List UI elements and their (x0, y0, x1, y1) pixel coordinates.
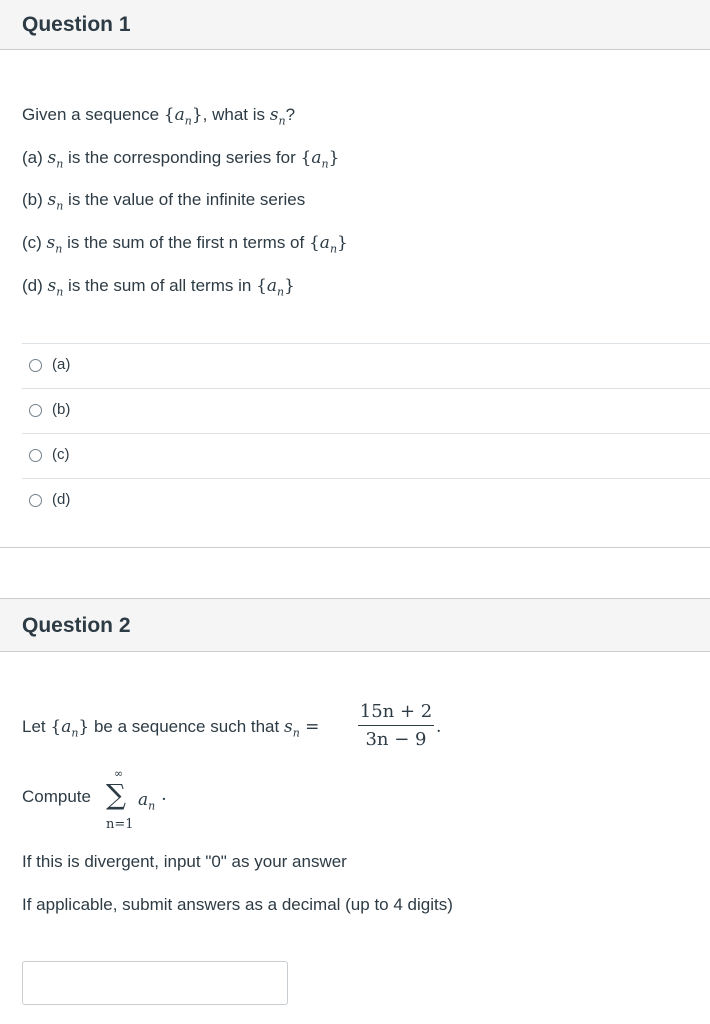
question-1-title: Question 1 (22, 13, 131, 36)
choice-a-text: (a) $s_n$ is the corresponding series for $\{a_n\}$ (22, 148, 340, 171)
question-2-title: Question 2 (22, 614, 131, 637)
answer-option-a[interactable] (22, 343, 710, 388)
choice-b-text: (b) $s_n$ is the value of the infinite series (22, 190, 306, 213)
question-1-bottom-divider (0, 547, 710, 548)
answer-option-d[interactable] (22, 478, 710, 523)
fraction-numerator: 15n + 2 (359, 701, 433, 722)
choice-c-text: (c) $s_n$ is the sum of the first n terms of $\{a_n\}$ (22, 233, 348, 256)
sum-upper-limit: ∞ (114, 767, 124, 780)
radio-a[interactable] (29, 359, 42, 372)
answer-input[interactable] (22, 961, 288, 1005)
fraction (358, 701, 434, 750)
sum-lower-limit: n=1 (106, 817, 134, 832)
option-c-label: (c) (52, 446, 70, 463)
sum-term: $a_n$ · (138, 790, 167, 813)
question-1-prompt: Given a sequence $\{a_n\}$, what is $s_n$? (22, 105, 296, 128)
radio-b[interactable] (29, 404, 42, 417)
compute-label: Compute (22, 787, 91, 806)
fraction-period: . (436, 717, 442, 737)
question-2-header (0, 598, 710, 652)
radio-d[interactable] (29, 494, 42, 507)
option-d-label: (d) (52, 491, 71, 508)
option-b-label: (b) (52, 401, 71, 418)
radio-c[interactable] (29, 449, 42, 462)
decimal-instruction: If applicable, submit answers as a decimal (up to 4 digits) (22, 895, 453, 914)
question-1-header (0, 0, 710, 50)
question-2-prompt: Let $\{a_n\}$ be a sequence such that $s_n$ = (22, 717, 320, 740)
answer-option-c[interactable] (22, 433, 710, 478)
fraction-denominator: 3n − 9 (365, 729, 427, 750)
choice-d-text: (d) $s_n$ is the sum of all terms in $\{a_n\}$ (22, 276, 295, 299)
divergent-instruction: If this is divergent, input "0" as your answer (22, 852, 347, 871)
option-a-label: (a) (52, 356, 71, 373)
answer-option-b[interactable] (22, 388, 710, 433)
sigma-symbol: ∑ (106, 778, 126, 811)
